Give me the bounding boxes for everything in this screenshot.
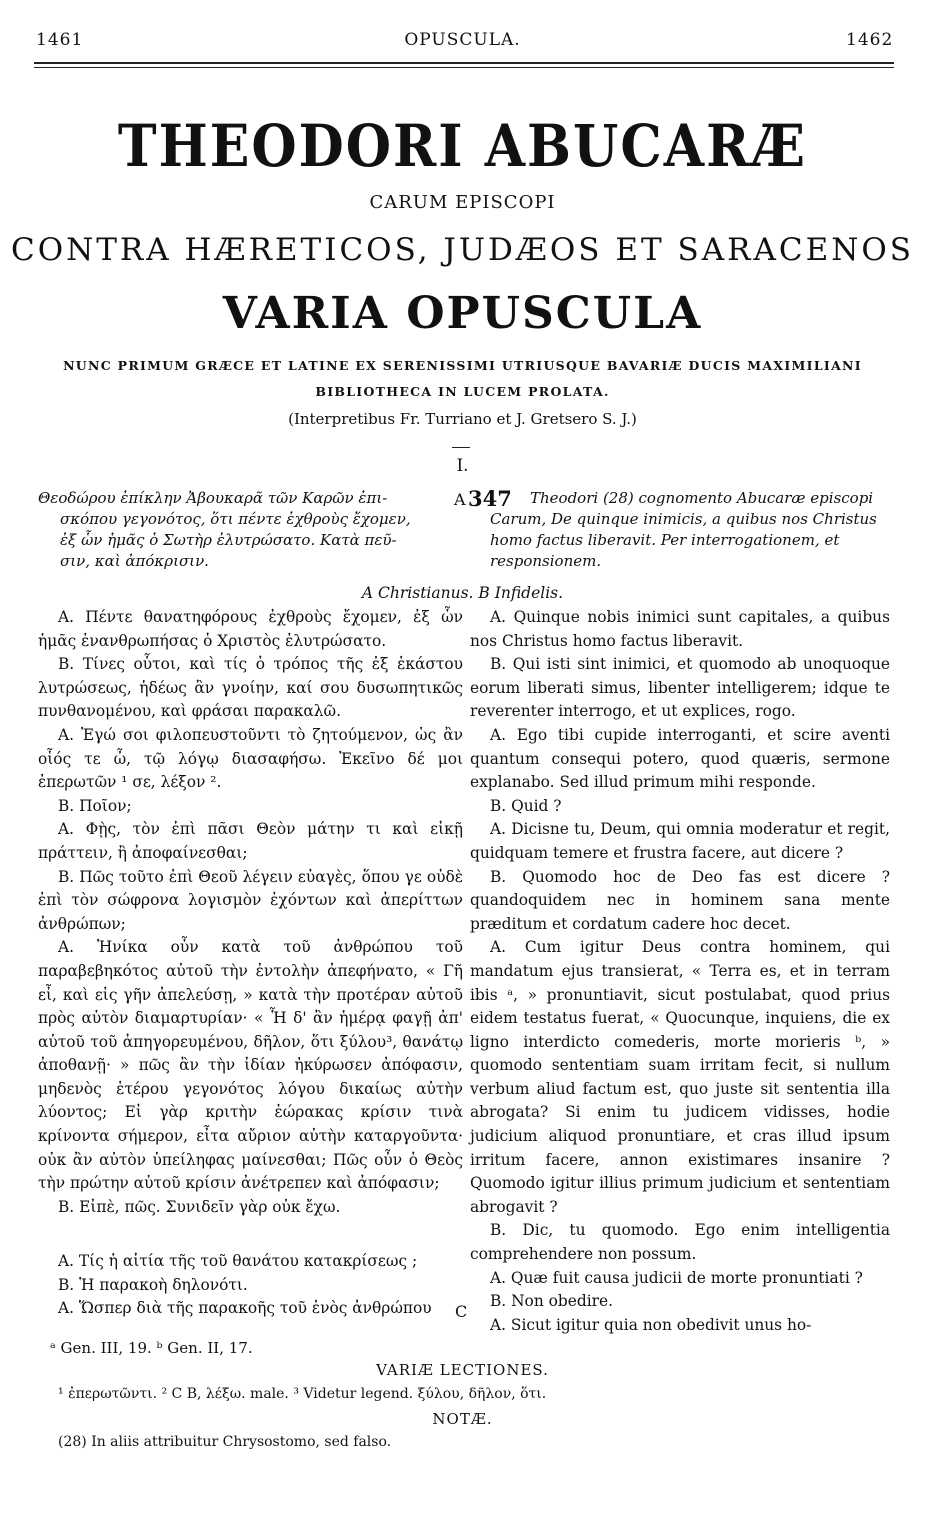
latin-paragraph: B. Quid ? (490, 796, 562, 815)
greek-paragraph: Α. Φῂς, τὸν ἐπὶ πᾶσι Θεὸν μάτην τι καὶ εἰκῇ πράττειν, ἢ ἀποφαίνεσθαι; (38, 820, 463, 862)
latin-heading (490, 488, 892, 572)
variae-lectiones-text: ¹ ἐπερωτῶντι. ² C B, λέξω. male. ³ Videtur legend. ξύλου, δῆλον, ὅτι. (58, 1386, 547, 1402)
notae-heading: NOTÆ. (432, 1410, 493, 1428)
notae-text: (28) In aliis attribuitur Chrysostomo, sed falso. (58, 1434, 392, 1450)
greek-paragraph: Α. Ἐγώ σοι φιλοπευστοῦντι τὸ ζητούμενον, ὡς ἂν οἷός τε ὦ, τῷ λόγῳ διασαφήσω. Ἐκεῖνο δέ μοι ἐπερωτῶν ¹ σε, λέξον ². (38, 725, 463, 792)
page-number-right: 1462 (846, 30, 894, 50)
latin-heading-line: homo factus liberavit. Per interrogationem, et (490, 531, 840, 549)
latin-paragraph: B. Dic, tu quomodo. Ego enim intelligentia comprehendere non possum. (470, 1221, 890, 1264)
title-episcopi: CARUM EPISCOPI (369, 192, 556, 213)
greek-heading-line: ἐξ ὧν ἡμᾶς ὁ Σωτὴρ ἐλυτρώσατο. Κατὰ πεῦ- (60, 531, 397, 549)
latin-paragraph: B. Quomodo hoc de Deo fas est dicere ? quandoquidem nec in hominem sana mente præditum et cordatum cadere hoc decet. (470, 867, 890, 933)
latin-paragraph: A. Quæ fuit causa judicii de morte pronuntiati ? (490, 1268, 863, 1287)
greek-paragraph: Β. Εἰπὲ, πῶς. Συνιδεῖν γὰρ οὐκ ἔχω. (58, 1197, 341, 1216)
greek-paragraph: Β. Ποῖον; (58, 796, 132, 815)
section-rule (452, 447, 470, 448)
greek-column-lower (38, 1250, 463, 1321)
header-rule-bottom (34, 67, 894, 68)
title-bibliotheca: BIBLIOTHECA IN LUCEM PROLATA. (315, 384, 610, 399)
greek-heading (38, 488, 463, 572)
speakers-legend: A Christianus. B Infidelis. (361, 584, 564, 602)
latin-heading-line: Carum, De quinque inimicis, a quibus nos Christus (490, 510, 877, 528)
latin-heading-line: responsionem. (490, 552, 602, 570)
greek-paragraph: Α. Τίς ἡ αἰτία τῆς τοῦ θανάτου κατακρίσεως ; (58, 1252, 418, 1270)
title-varia-opuscula: VARIA OPUSCULA (222, 288, 703, 339)
margin-letter-a: A (454, 490, 466, 509)
title-author: THEODORI ABUCARÆ (117, 112, 808, 181)
title-nunc-primum: NUNC PRIMUM GRÆCE ET LATINE EX SERENISSIMI UTRIUSQUE BAVARIÆ DUCIS MAXIMILIANI (63, 358, 862, 373)
greek-heading-line: σκόπου γεγονότος, ὅτι πέντε ἐχθροὺς ἔχομεν, (60, 510, 411, 528)
greek-heading-line: σιν, καὶ ἀπόκρισιν. (60, 552, 209, 570)
latin-paragraph: A. Quinque nobis inimici sunt capitales, a quibus nos Christus homo factus liberavit. (470, 608, 890, 650)
latin-heading-line: Theodori (28) cognomento Abucaræ episcopi (530, 489, 874, 507)
latin-paragraph: A. Ego tibi cupide interroganti, et scire aventi quantum consequi potero, quod quæris, sermone explanabo. Sed illud primum mihi responde. (470, 725, 890, 792)
greek-paragraph: Α. Ἡνίκα οὖν κατὰ τοῦ ἀνθρώπου τοῦ παραβεβηκότος αὐτοῦ τὴν ἐντολὴν ἀπεφήνατο, « Γῆ εἶ, καὶ εἰς γῆν ἀπελεύσῃ, » κατὰ τὴν προτέραν αὐτοῦ πρὸς αὐτὸν διαμαρτυρίαν· « Ἧ δ' ἂν ἡμέρᾳ φαγῇ ἀπ' αὐτοῦ τοῦ ἀπηγορευμένου, δῆλον, ὅτι ξύλου³, θανάτῳ ἀποθανῇ· » πῶς ἂν τὴν ἰδίαν ἠκύρωσεν ἀπόφασιν, μηδενὸς ἑτέρου γεγονότος λόγου δικαίως αὐτὴν λύοντος; Εἰ γὰρ κριτὴν ἑώρακας κρίσιν τινὰ κρίνοντα σήμερον, εἶτα αὔριον αὐτὴν καταργοῦντα· οὐκ ἂν αὐτὸν ὑπείληφας μαίνεσθαι; Πῶς οὖν ὁ Θεὸς τὴν πρώτην αὐτοῦ κρίσιν ἀνέτρεπεν καὶ ἀπόφασιν; (38, 938, 463, 1193)
scripture-footnotes: ᵃ Gen. III, 19. ᵇ Gen. II, 17. (50, 1339, 253, 1357)
running-title: OPUSCULA. (404, 30, 521, 50)
greek-paragraph: Α. Πέντε θανατηφόρους ἐχθροὺς ἔχομεν, ἐξ ὧν ἡμᾶς ἐνανθρωπήσας ὁ Χριστὸς ἐλυτρώσατο. (38, 608, 463, 650)
greek-heading-line: Θεοδώρου ἐπίκλην Ἀβουκαρᾶ τῶν Καρῶν ἐπι- (38, 489, 388, 507)
latin-column (470, 606, 890, 1337)
greek-paragraph: Β. Πῶς τοῦτο ἐπὶ Θεοῦ λέγειν εὐαγὲς, ὅπου γε οὐδὲ ἐπὶ τὸν σώφρονα λογισμὸν ἐχόντων καὶ ἀπερίττων ἀνθρώπων; (38, 867, 463, 933)
title-interpretibus: (Interpretibus Fr. Turriano et J. Gretsero S. J.) (288, 410, 637, 428)
margin-letter-c: C (455, 1302, 468, 1321)
greek-paragraph: Β. Ἡ παρακοὴ δηλονότι. (58, 1275, 248, 1294)
latin-paragraph: A. Sicut igitur quia non obedivit unus ho- (490, 1315, 812, 1334)
greek-paragraph: Α. Ὥσπερ διὰ τῆς παρακοῆς τοῦ ἑνὸς ἀνθρώπου (58, 1299, 432, 1318)
title-contra: CONTRA HÆRETICOS, JUDÆOS ET SARACENOS (10, 232, 915, 268)
section-number: I. (456, 456, 469, 476)
greek-paragraph: Β. Τίνες οὗτοι, καὶ τίς ὁ τρόπος τῆς ἐξ ἑκάστου λυτρώσεως, ἡδέως ἂν γνοίην, καί σου δυσωπητικῶς πυνθανομένου, καὶ φράσαι παρακαλῶ. (38, 655, 463, 721)
variae-lectiones-heading: VARIÆ LECTIONES. (376, 1361, 549, 1379)
margin-column-number: 347 (468, 486, 512, 511)
latin-paragraph: B. Qui isti sint inimici, et quomodo ab unoquoque eorum liberati simus, libenter intelligerem; idque te reverenter interrogo, et ut explices, rogo. (470, 655, 890, 721)
greek-column (38, 606, 463, 1219)
latin-paragraph: A. Cum igitur Deus contra hominem, qui mandatum ejus transierat, « Terra es, et in terram ibis ᵃ, » pronuntiavit, sicut postulabat, quod prius eidem testatus fuerat, « Quocunque, inquiens, die ex ligno interdicto comederis, morte morieris ᵇ, » quomodo sententiam suam irritam fecit, si nullum verbum aliud factum est, quo juste sit sententia illa abrogata? Si enim tu judicem vidisses, hodie judicium aliquod pronuntiare, et cras illud ipsum irritum facere, annon existimares insanire ? Quomodo igitur illius primum judicium et sententiam abrogavit ? (470, 938, 890, 1216)
latin-paragraph: A. Dicisne tu, Deum, qui omnia moderatur et regit, quidquam temere et frustra facere, aut dicere ? (470, 820, 890, 862)
header-rule-top (34, 62, 894, 64)
page-number-left: 1461 (36, 30, 84, 50)
latin-paragraph: B. Non obedire. (490, 1292, 613, 1311)
